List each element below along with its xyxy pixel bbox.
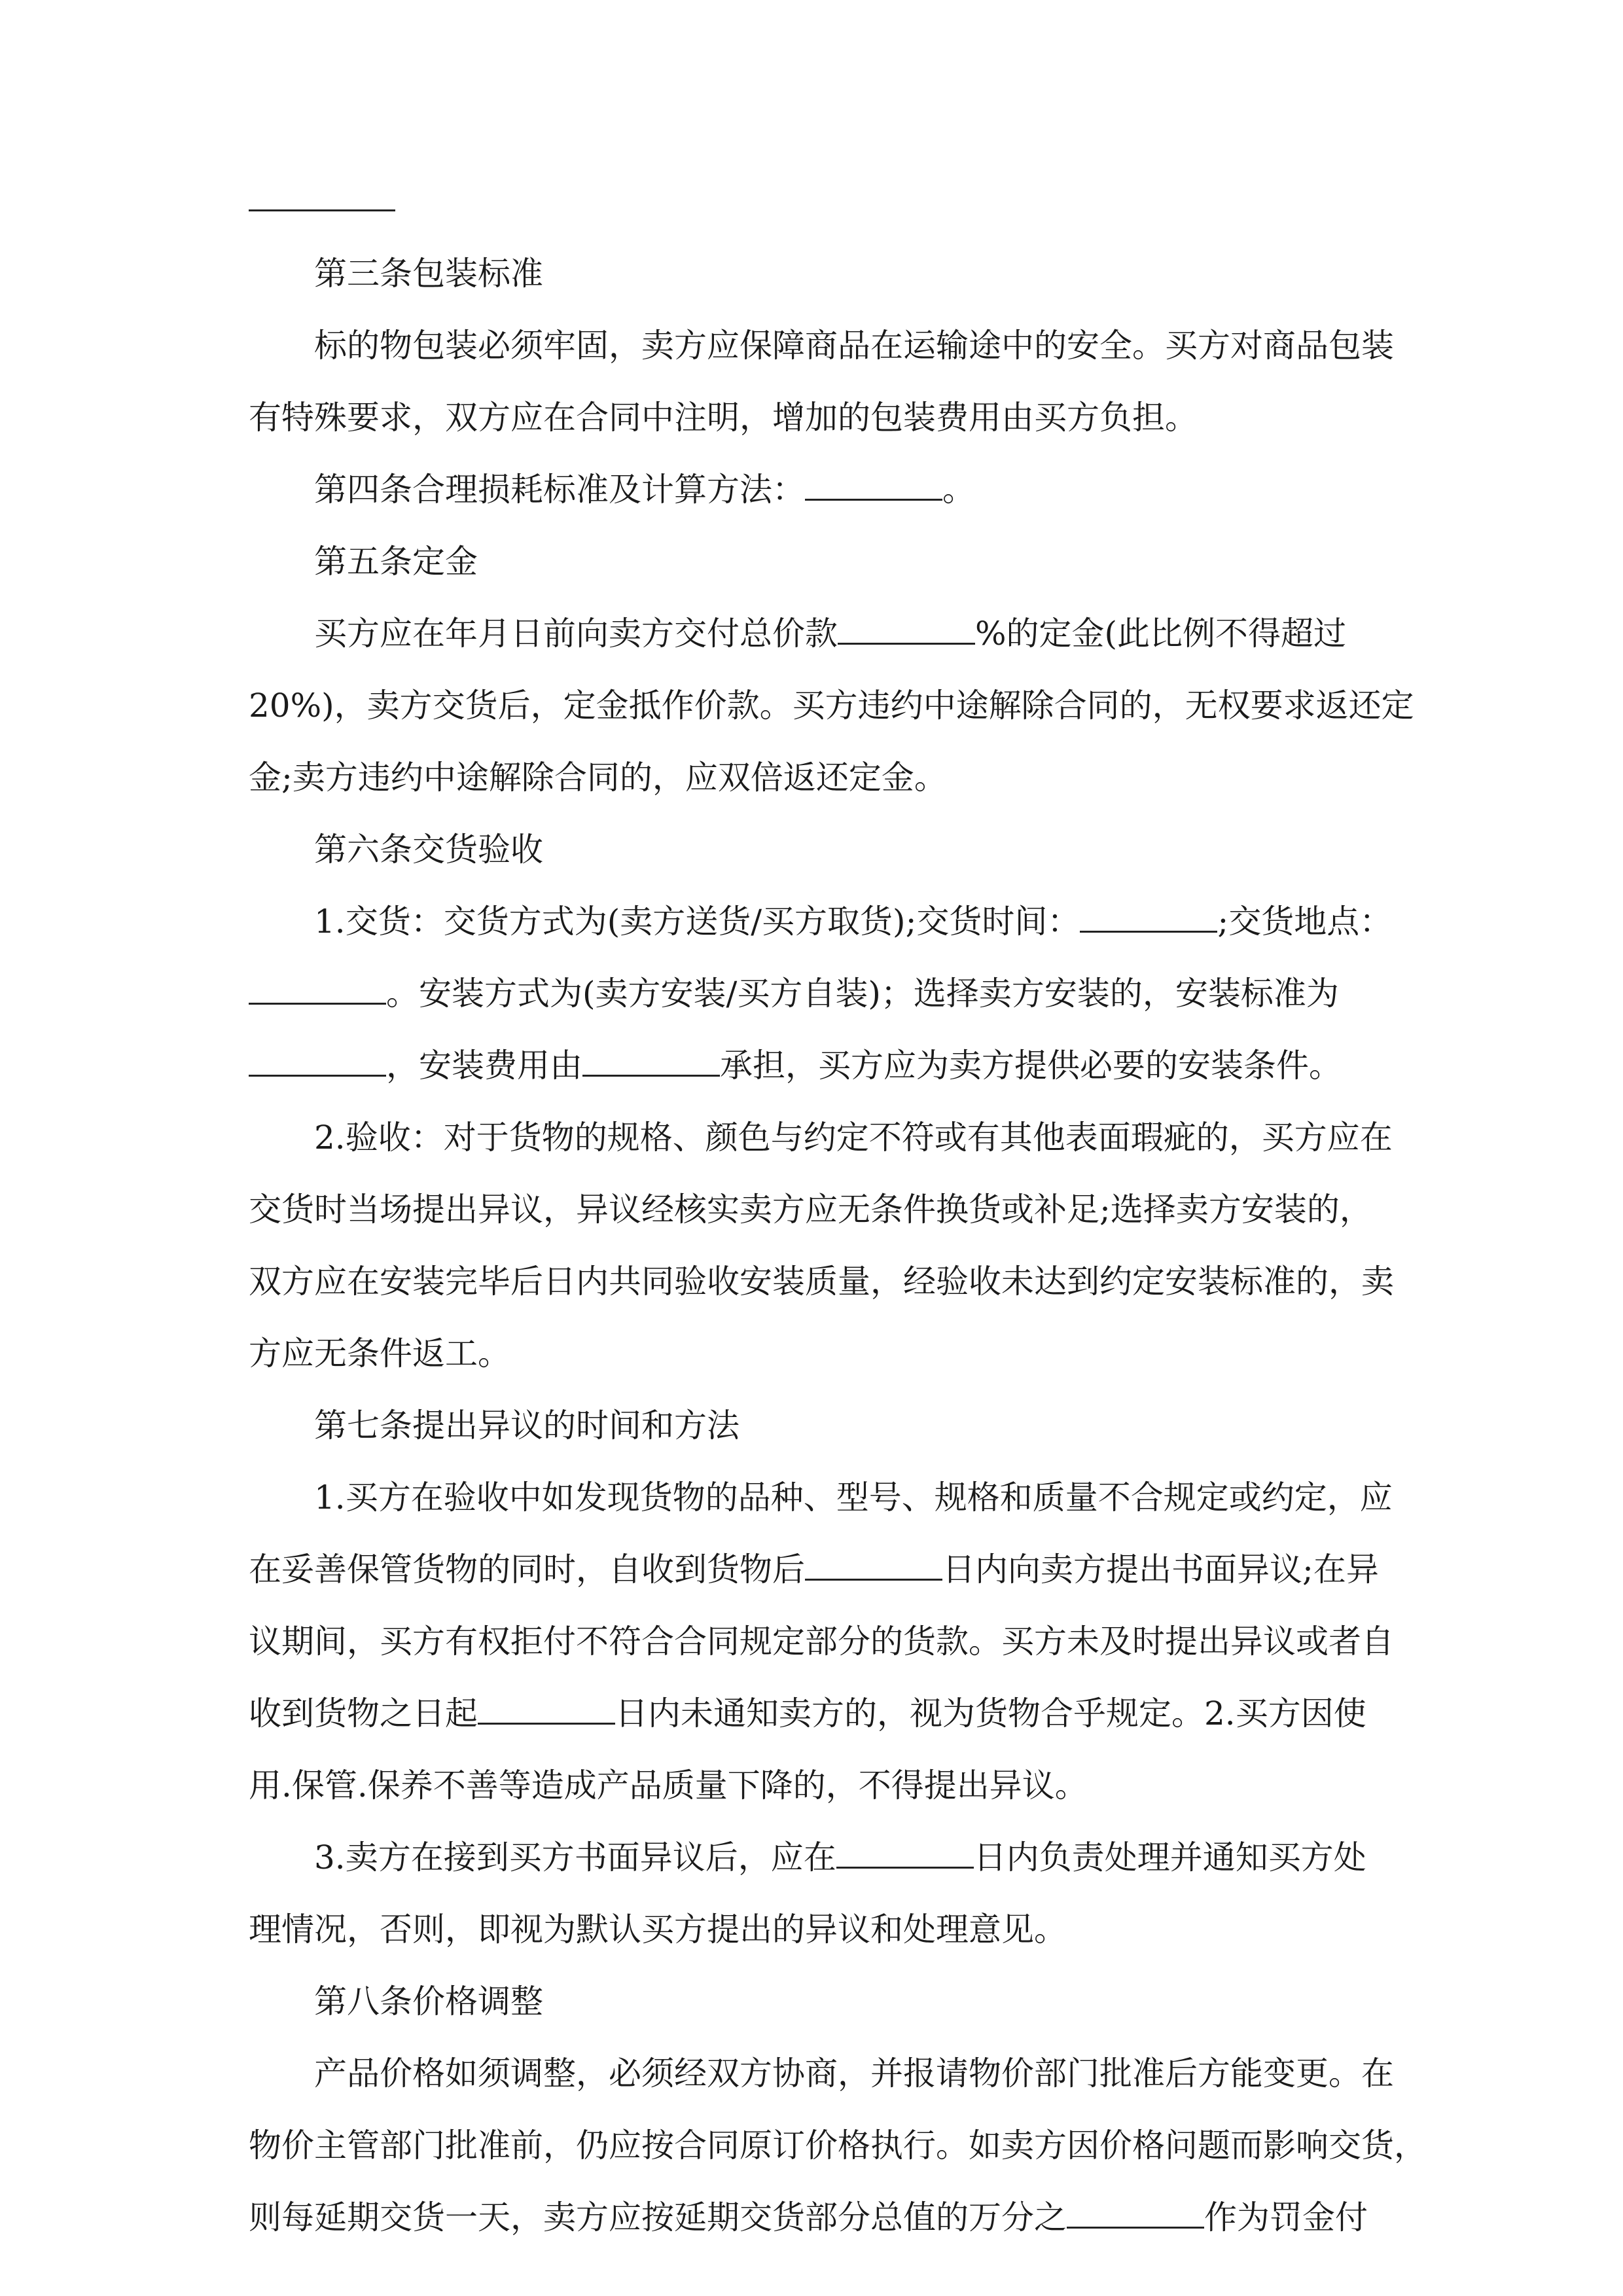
fill-in-blank: [249, 977, 386, 1005]
text-segment: 第六条交货验收: [314, 831, 543, 869]
text-segment: 20%)，卖方交货后，定金抵作价款。买方违约中途解除合同的，无权要求返还定: [249, 687, 1414, 725]
fill-in-blank: [805, 1552, 942, 1581]
text-line: [249, 1318, 1374, 1390]
text-segment: 交货时当场提出异议，异议经核实卖方应无条件换货或补足;选择卖方安装的，: [249, 1191, 1372, 1229]
text-line: [249, 598, 1374, 670]
text-segment: 3.卖方在接到买方书面异议后，应在: [314, 1839, 836, 1876]
text-line: [249, 1677, 1374, 1749]
fill-in-blank: [582, 1049, 720, 1077]
text-segment: 有特殊要求，双方应在合同中注明，增加的包装费用由买方负担。: [249, 399, 1198, 437]
text-line: [249, 2109, 1427, 2181]
fill-in-blank: [1080, 905, 1217, 933]
text-segment: 承担，买方应为卖方提供必要的安装条件。: [720, 1047, 1342, 1085]
text-segment: 用.保管.保养不善等造成产品质量下降的，不得提出异议。: [249, 1767, 1088, 1804]
text-segment: 。: [942, 471, 975, 509]
text-segment: 1.买方在验收中如发现货物的品种、型号、规格和质量不合规定或约定，应: [314, 1479, 1393, 1516]
text-line: [249, 1390, 1374, 1462]
text-segment: 日内未通知卖方的，视为货物合乎规定。2.买方因使: [615, 1695, 1366, 1732]
text-segment: 日内负责处理并通知买方处: [973, 1839, 1366, 1876]
text-segment: 2.验收：对于货物的规格、颜色与约定不符或有其他表面瑕疵的，买方应在: [314, 1119, 1393, 1157]
text-line: [249, 2037, 1394, 2109]
text-segment: 方应无条件返工。: [249, 1335, 510, 1372]
fill-in-blank: [249, 1049, 386, 1077]
text-segment: 。安装方式为(卖方安装/买方自装)；选择卖方安装的，安装标准为: [386, 975, 1339, 1013]
text-lines: [249, 238, 1427, 2253]
text-segment: 第四条合理损耗标准及计算方法：: [314, 471, 805, 509]
text-segment: 1.交货：交货方式为(卖方送货/买方取货);交货时间：: [314, 903, 1080, 941]
text-segment: 产品价格如须调整，必须经双方协商，并报请物价部门批准后方能变更。在: [314, 2054, 1394, 2092]
text-line: [249, 2181, 1374, 2253]
text-line: [249, 1030, 1374, 1102]
fill-in-blank: [478, 1696, 615, 1725]
fill-in-blank: [836, 1840, 974, 1869]
text-line: [249, 1965, 1374, 2037]
text-segment: 标的物包装必须牢固，卖方应保障商品在运输途中的安全。买方对商品包装: [314, 327, 1394, 365]
text-segment: 理情况，否则，即视为默认买方提出的异议和处理意见。: [249, 1910, 1067, 1948]
text-segment: 议期间，买方有权拒付不符合合同规定部分的货款。买方未及时提出异议或者自: [249, 1623, 1394, 1660]
text-segment: 收到货物之日起: [249, 1695, 478, 1732]
text-segment: 第五条定金: [314, 543, 478, 581]
text-segment: 物价主管部门批准前，仍应按合同原订价格执行。如卖方因价格问题而影响交货，: [249, 2126, 1427, 2164]
text-segment: 则每延期交货一天，卖方应按延期交货部分总值的万分之: [249, 2198, 1067, 2236]
text-line: [249, 886, 1393, 958]
text-line: [249, 310, 1394, 382]
text-line: [249, 670, 1414, 742]
text-segment: ，安装费用由: [386, 1047, 582, 1085]
text-line: [249, 454, 1374, 526]
text-line: [249, 1821, 1374, 1893]
text-line: [249, 814, 1374, 886]
text-segment: 作为罚金付: [1204, 2198, 1368, 2236]
fill-in-blank: [1067, 2200, 1204, 2229]
text-line: [249, 238, 1374, 310]
text-segment: 金;卖方违约中途解除合同的，应双倍返还定金。: [249, 759, 947, 797]
text-line: [249, 1102, 1393, 1174]
text-line: [249, 1893, 1374, 1965]
text-segment: 第七条提出异议的时间和方法: [314, 1407, 740, 1444]
text-segment: %的定金(此比例不得超过: [975, 615, 1347, 653]
text-segment: 第三条包装标准: [314, 255, 543, 293]
text-line: [249, 1605, 1394, 1677]
text-segment: 第八条价格调整: [314, 1982, 543, 2020]
top-blank-rule: [249, 209, 395, 211]
text-line: [249, 382, 1374, 454]
fill-in-blank: [805, 473, 942, 501]
text-line: [249, 1462, 1393, 1534]
text-segment: 买方应在年月日前向卖方交付总价款: [314, 615, 838, 653]
fill-in-blank: [838, 617, 975, 645]
contract-body: [249, 209, 1427, 2253]
text-line: [249, 958, 1374, 1030]
text-line: [249, 1749, 1374, 1821]
text-segment: 双方应在安装完毕后日内共同验收安装质量，经验收未达到约定安装标准的，卖: [249, 1263, 1394, 1300]
text-segment: 日内向卖方提出书面异议;在异: [942, 1551, 1379, 1588]
text-line: [249, 742, 1374, 814]
text-segment: 在妥善保管货物的同时，自收到货物后: [249, 1551, 805, 1588]
text-segment: ;交货地点：: [1217, 903, 1393, 941]
text-line: [249, 526, 1374, 598]
text-line: [249, 1246, 1394, 1318]
text-line: [249, 1174, 1374, 1246]
text-line: [249, 1534, 1379, 1605]
